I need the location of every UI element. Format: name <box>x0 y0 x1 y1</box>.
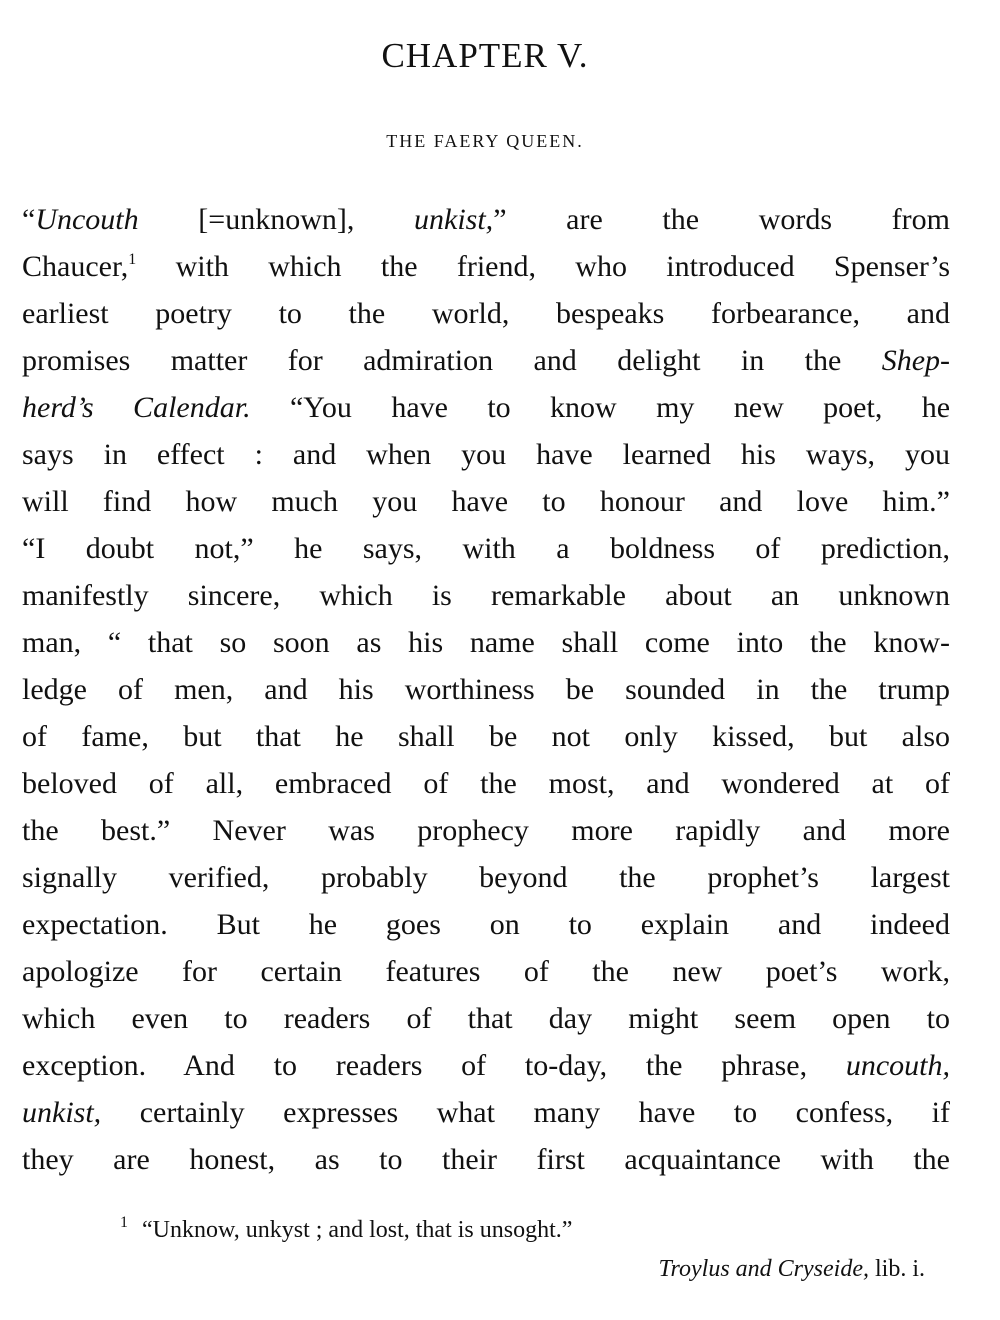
footnote-source <box>659 1256 925 1283</box>
italic-run: uncouth, <box>845 1049 950 1082</box>
text-line: of fame, but that he shall be not only kissed, but also <box>22 720 950 753</box>
text-run: with which the friend, who introduced Spenser’s <box>136 250 950 283</box>
text-line: says in effect : and when you have learned his ways, you <box>22 438 950 471</box>
text-run: [=unknown], <box>138 203 415 236</box>
body-paragraph <box>22 196 950 1183</box>
text-line <box>22 1042 950 1089</box>
text-line: which even to readers of that day might seem open to <box>22 1002 950 1035</box>
text-run: exception. And to readers of to-day, the phrase, <box>22 1049 846 1082</box>
text-run: promises matter for admiration and delight in the <box>22 344 882 377</box>
text-line: apologize for certain features of the new poet’s work, <box>22 955 950 988</box>
footnote-text: “Unknow, unkyst ; and lost, that is unsoght.” <box>142 1217 573 1243</box>
italic-run: Uncouth <box>35 203 139 236</box>
italic-run: Shep- <box>881 344 950 377</box>
footnote-reference: 1 <box>128 251 137 268</box>
italic-run: unkist, <box>414 203 494 236</box>
text-line <box>22 337 950 384</box>
text-line <box>22 243 950 290</box>
text-run: Chaucer, <box>22 250 129 283</box>
text-line: manifestly sincere, which is remarkable about an unknown <box>22 579 950 612</box>
text-line: man, “ that so soon as his name shall come into the know- <box>22 626 950 659</box>
text-line: ledge of men, and his worthiness be sounded in the trump <box>22 673 950 706</box>
italic-run: unkist, <box>22 1096 102 1129</box>
text-line <box>22 1089 950 1136</box>
chapter-title: CHAPTER V. <box>381 36 589 75</box>
italic-run: herd’s Calendar. <box>22 391 251 424</box>
footnote-source-ref: lib. i. <box>868 1256 925 1282</box>
text-line: “I doubt not,” he says, with a boldness of prediction, <box>22 532 950 565</box>
footnote-source-title: Troylus and Cryseide, <box>658 1256 869 1282</box>
text-line: will find how much you have to honour and love him.” <box>22 485 950 518</box>
text-line: the best.” Never was prophecy more rapidly and more <box>22 814 950 847</box>
text-line: earliest poetry to the world, bespeaks forbearance, and <box>22 297 950 330</box>
text-run: “You have to know my new poet, he <box>250 391 951 424</box>
text-line <box>22 384 950 431</box>
text-run: “ <box>22 203 36 236</box>
chapter-subtitle: THE FAERY QUEEN. <box>386 131 584 151</box>
text-run: certainly expresses what many have to confess, if <box>101 1096 950 1129</box>
footnote <box>120 1214 572 1244</box>
text-line: signally verified, probably beyond the prophet’s largest <box>22 861 950 894</box>
text-line: they are honest, as to their first acquaintance with the <box>22 1143 950 1176</box>
text-line: beloved of all, embraced of the most, and wondered at of <box>22 767 950 800</box>
text-run: ” are the words from <box>493 203 950 236</box>
text-line <box>22 196 950 243</box>
footnote-marker: 1 <box>120 1214 128 1231</box>
text-line: expectation. But he goes on to explain and indeed <box>22 908 950 941</box>
